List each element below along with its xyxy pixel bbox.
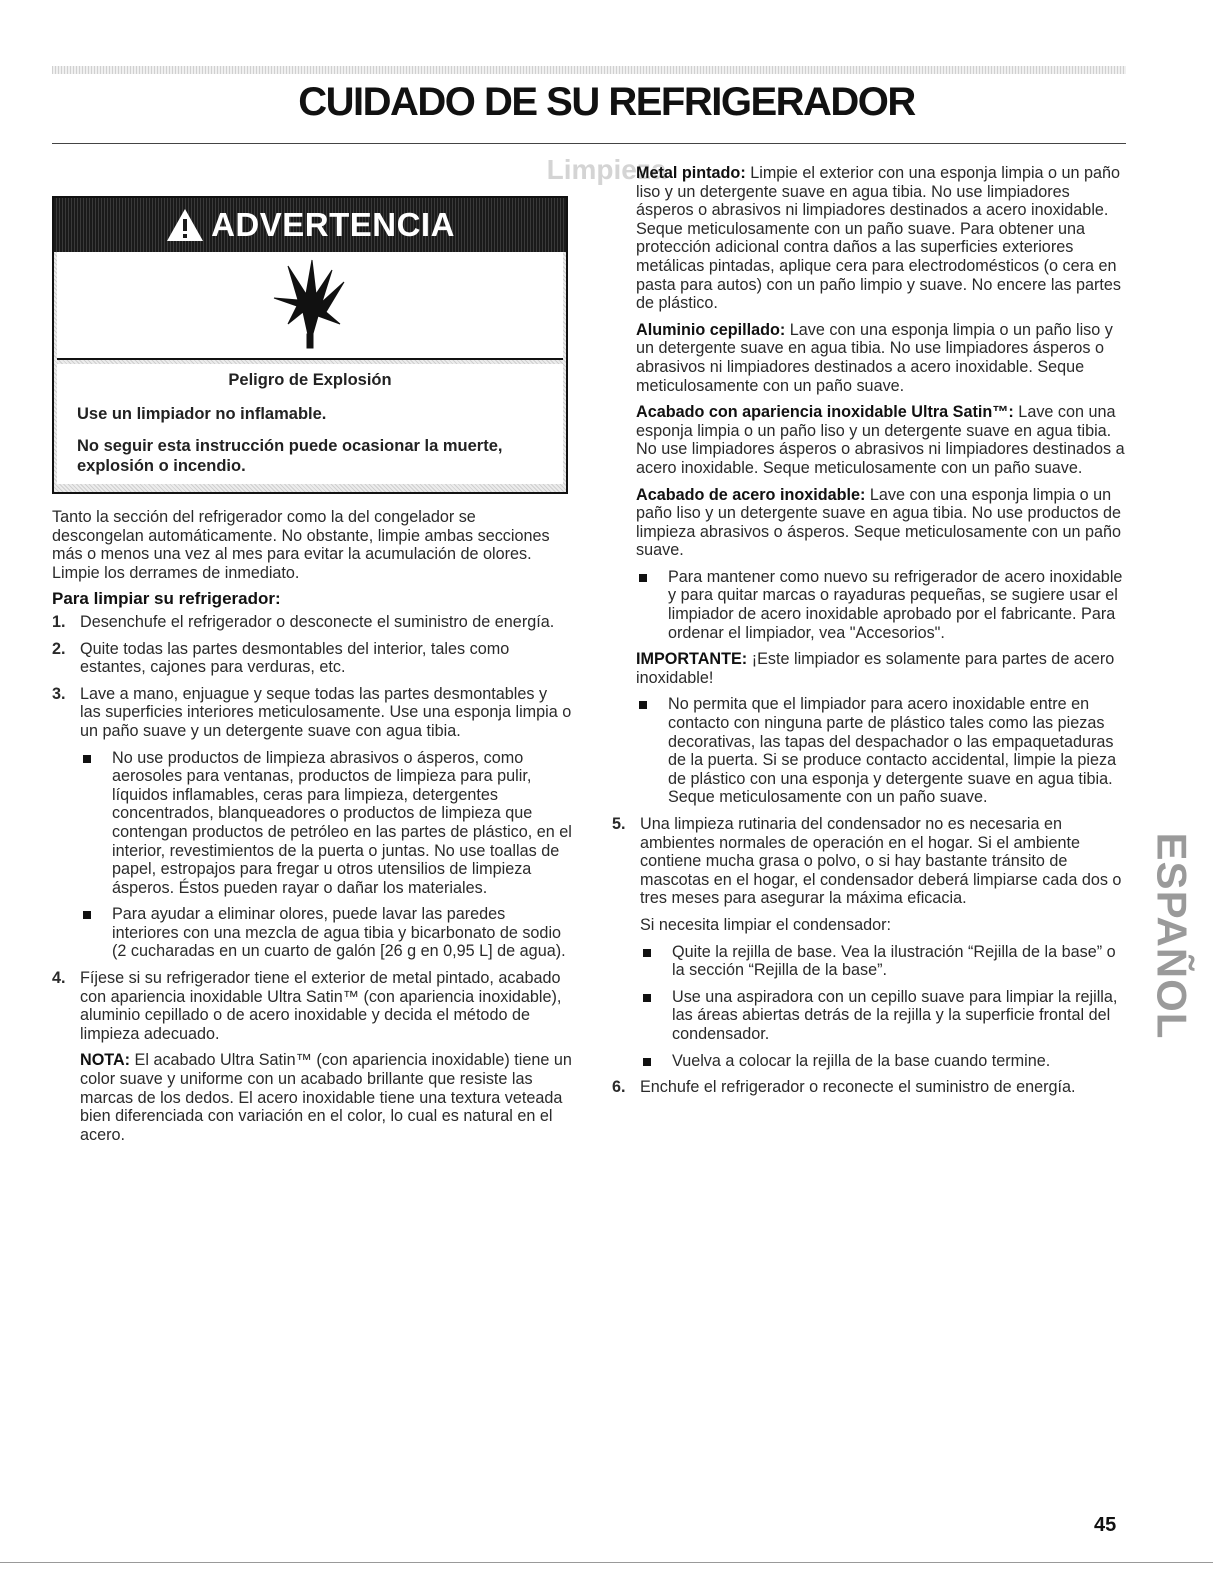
stainless-bullets — [636, 568, 1128, 642]
step3-bullets — [80, 749, 572, 962]
paragraph-label: Acabado de acero inoxidable: — [636, 485, 866, 504]
list-item — [612, 1078, 1128, 1097]
plastic-bullets — [636, 695, 1128, 807]
bullet-item: Vuelva a colocar la rejilla de la base cuando termine. — [640, 1052, 1128, 1071]
paragraph-text: Lave con una esponja limpia o un paño liso y un detergente suave en agua tibia. No use productos de limpieza abrasivos o ásperos. Seque meticulosamente con un paño suave. — [636, 485, 1122, 560]
warning-header-label: ADVERTENCIA — [211, 206, 455, 243]
section-title: Limpieza — [546, 154, 667, 185]
right-steps-list — [612, 815, 1128, 1097]
warning-triangle-icon — [165, 207, 205, 243]
important-paragraph — [636, 650, 1128, 687]
list-item — [52, 685, 572, 961]
warning-line-1: Use un limpiador no inflamable. — [77, 405, 327, 423]
important-text: ¡Este limpiador es solamente para partes de acero inoxidable! — [636, 650, 1115, 687]
right-column — [612, 164, 1128, 1105]
warning-header — [54, 198, 566, 252]
stainless-paragraph — [636, 486, 1128, 560]
explosion-icon — [57, 252, 563, 358]
step-text: Enchufe el refrigerador o reconecte el suministro de energía. — [640, 1078, 1076, 1097]
title-rule — [52, 143, 1126, 144]
list-item — [612, 815, 1128, 1070]
step-number: 5. — [612, 815, 626, 833]
left-column — [52, 508, 572, 1152]
list-item — [52, 613, 572, 632]
bullet-item: No permita que el limpiador para acero inoxidable entre en contacto con ninguna parte de plástico tales como las piezas decorativas, las tapas del despachador o las empaquetaduras de la puerta. Si se produce contacto accidental, limpie la pieza de plástico con una esponja y detergente suave en agua tibia. Seque meticulosamente con un paño suave. — [636, 695, 1128, 807]
page-title: CUIDADO DE SU REFRIGERADOR — [298, 80, 915, 124]
warning-hazard: Peligro de Explosión — [228, 371, 392, 389]
note-label: NOTA: — [80, 1051, 131, 1070]
steps-list — [52, 613, 572, 1144]
warning-line-2: No seguir esta instrucción puede ocasionar la muerte, explosión o incendio. — [77, 437, 503, 475]
step-text: Una limpieza rutinaria del condensador no es necesaria en ambientes normales de operación en el hogar. Si el ambiente contiene mucha grasa o polvo, o si hay bastante tránsito de mascotas en el hogar, el condensador deberá limpiarse cada dos o tres meses para asegurar la máxima eficacia. — [640, 815, 1122, 908]
top-texture — [52, 66, 1126, 74]
list-item — [52, 969, 572, 1144]
language-side-tab — [1148, 806, 1194, 1066]
paragraph-label: Aluminio cepillado: — [636, 320, 786, 339]
step-number: 2. — [52, 639, 66, 658]
paragraph-text: Lave con una esponja limpia o un paño liso y un detergente suave en agua tibia. No use limpiadores ásperos o abrasivos ni limpiadores destinados a acero inoxidable. Seque meticulosamente con un paño suave. — [636, 403, 1125, 477]
painted-metal-paragraph — [636, 164, 1128, 313]
warning-text — [57, 364, 563, 484]
paragraph-text: Limpie el exterior con una esponja limpia o un paño liso y un detergente suave en agua tibia. No use limpiadores ásperos o abrasivos ni limpiadores destinados a acero inoxidable. Seque meticulosamente con un paño suave. Para obtener una protección adicional contra daños a las superficies exteriores metálicas pintadas, aplique cera para electrodomésticos (o cera en pasta para autos) con un paño limpio y suave. No encere las partes de plástico. — [636, 164, 1122, 313]
bullet-item: Use una aspiradora con un cepillo suave para limpiar la rejilla, las áreas abiertas detrás de la rejilla y la superficie frontal del condensador. — [640, 988, 1128, 1044]
step-number: 3. — [52, 684, 66, 703]
note-text: El acabado Ultra Satin™ (con apariencia inoxidable) tiene un color suave y uniforme con un acabado brillante que resiste las marcas de los dedos. El acero inoxidable tiene una textura veteada bien diferenciada con variación en el color, lo cual es natural en el acero. — [80, 1051, 572, 1144]
condenser-intro: Si necesita limpiar el condensador: — [640, 915, 892, 934]
bottom-rule — [0, 1562, 1213, 1563]
page-number: 45 — [1094, 1514, 1117, 1536]
ultra-satin-paragraph — [636, 403, 1128, 477]
bullet-item: Quite la rejilla de base. Vea la ilustración “Rejilla de la base” o la sección “Rejilla de la base”. — [640, 943, 1128, 980]
note-paragraph — [80, 1051, 572, 1144]
step-text: Desenchufe el refrigerador o desconecte el suministro de energía. — [80, 612, 555, 631]
list-item — [52, 640, 572, 677]
condenser-bullets — [640, 943, 1128, 1071]
step-text: Fíjese si su refrigerador tiene el exterior de metal pintado, acabado con apariencia inoxidable Ultra Satin™ (con apariencia inoxidable), aluminio cepillado o de acero inoxidable y decida el método de limpieza adecuado. — [80, 969, 562, 1043]
step-text: Quite todas las partes desmontables del interior, tales como estantes, cajones para verduras, etc. — [80, 639, 510, 677]
brushed-aluminum-paragraph — [636, 321, 1128, 395]
cleaning-heading: Para limpiar su refrigerador: — [52, 589, 281, 609]
step-number: 6. — [612, 1078, 626, 1097]
side-tab-label: ESPAÑOL — [1148, 832, 1196, 1040]
warning-box — [52, 196, 568, 494]
bullet-item: Para mantener como nuevo su refrigerador de acero inoxidable y para quitar marcas o rayaduras pequeñas, se sugiere usar el limpiador de acero inoxidable aprobado por el fabricante. Para ordenar el limpiador, vea "Accesorios". — [636, 568, 1128, 642]
bullet-item: No use productos de limpieza abrasivos o ásperos, como aerosoles para ventanas, productos de limpieza para pulir, líquidos inflamables, ceras para limpieza, detergentes concentrados, blanqueadores o productos de limpieza que contengan productos de petróleo en las partes de plástico, en el interior, revestimientos de la puerta o juntas. No use toallas de papel, estropajos para fregar u otros utensilios de limpieza ásperos. Éstos pueden rayar o dañar los materiales. — [80, 749, 572, 898]
bullet-item: Para ayudar a eliminar olores, puede lavar las paredes interiores con una mezcla de agua tibia y bicarbonato de sodio (2 cucharadas en un cuarto de galón [26 g en 0,95 L] de agua). — [80, 905, 572, 961]
important-label: IMPORTANTE: — [636, 650, 748, 669]
intro-paragraph: Tanto la sección del refrigerador como la del congelador se descongelan automáticamente. No obstante, limpie ambas secciones más o menos una vez al mes para evitar la acumulación de olores. Limpie los derrames de inmediato. — [52, 508, 550, 582]
paragraph-label: Metal pintado: — [636, 164, 746, 182]
step-text: Lave a mano, enjuague y seque todas las partes desmontables y las superficies interiores meticulosamente. Use una esponja limpia o un paño suave y un detergente suave con agua tibia. — [80, 684, 572, 740]
step-number: 1. — [52, 612, 66, 631]
warning-pictogram — [57, 252, 563, 360]
paragraph-label: Acabado con apariencia inoxidable Ultra Satin™: — [636, 403, 1014, 422]
step-number: 4. — [52, 969, 66, 988]
paragraph-text: Lave con una esponja limpia o un paño liso y un detergente suave en agua tibia. No use limpiadores ásperos o abrasivos ni limpiadores destinados a acero inoxidable. Seque meticulosamente con un paño suave. — [636, 320, 1113, 395]
